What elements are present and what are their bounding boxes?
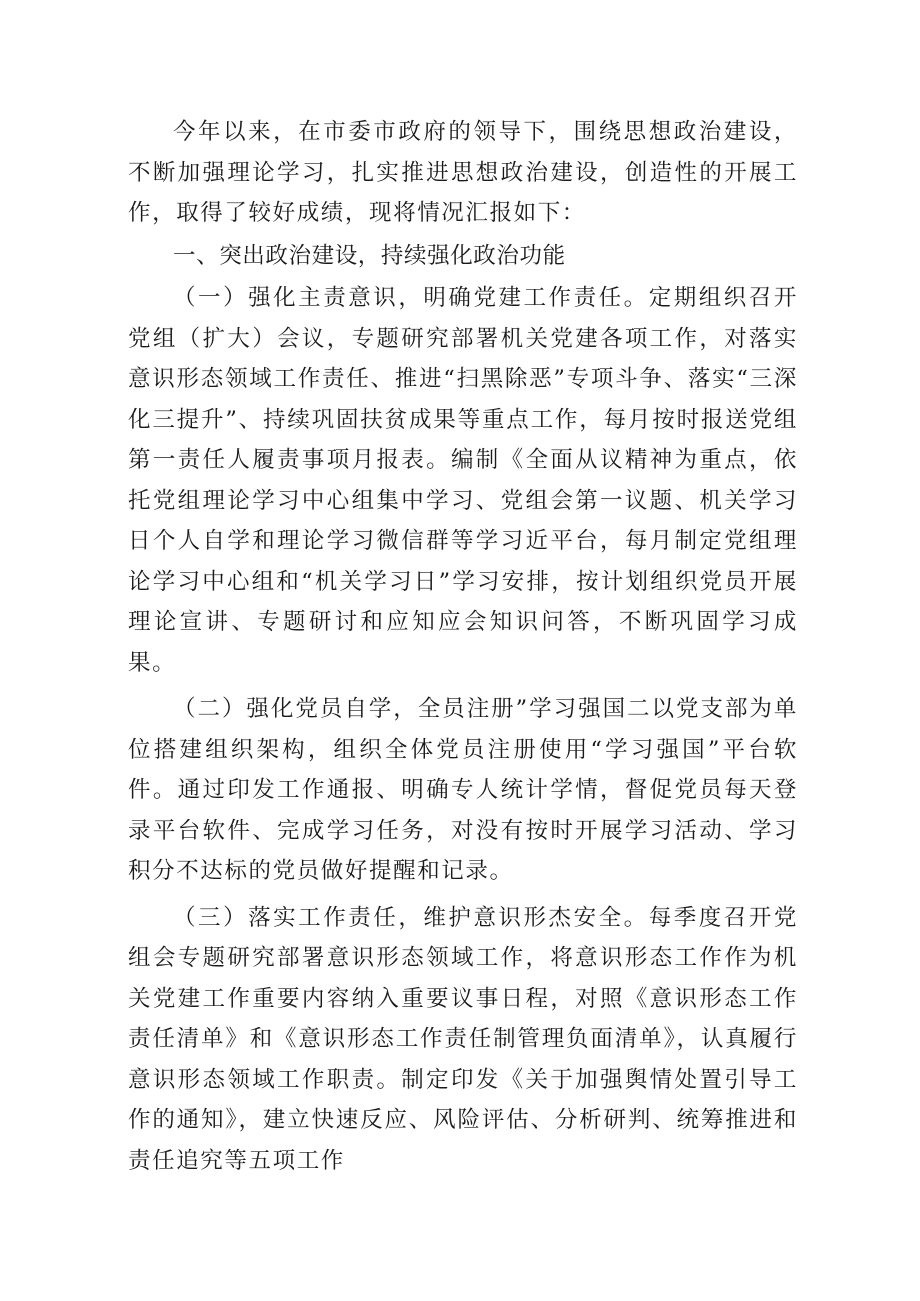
paragraph-2: （二）强化党员自学，全员注册”学习强国二以党支部为单位搭建组织架构，组织全体党员注册使用“学习强国”平台软件。通过印发工作通报、明确专人统计学情，督促党员每天登录平台软件、完成学习任务，对没有按时开展学习活动、学习积分不达标的党员做好提醒和记录。 bbox=[128, 696, 798, 884]
paragraph-3: （三）落实工作责任，维护意识形杰安全。每季度召开党组会专题研究部署意识形态领域工作，将意识形态工作作为机关党建工作重要内容纳入重要议事日程，对照《意识形态工作责任清单》和《意识形态工作责任制管理负面清单》，认真履行意识形态领域工作职责。制定印发《关于加强舆情处置引导工作的通知》，建立快速反应、风险评估、分析研判、统筹推进和责任追究等五项工作 bbox=[128, 904, 798, 1174]
section-heading-1: 一、突出政治建设，持续强化政治功能 bbox=[173, 242, 566, 269]
intro-paragraph: 今年以来，在市委市政府的领导下，围绕思想政治建设，不断加强理论学习，扎实推进思想政治建设，创造性的开展工作，取得了较好成绩，现将情况汇报如下： bbox=[128, 119, 798, 226]
paragraph-1: （一）强化主责意识，明确党建工作责任。定期组织召开党组（扩大）会议，专题研究部署机关党建各项工作，对落实意识形态领域工作责任、推进“扫黑除恶”专项斗争、落实“三深化三提升”、持续巩固扶贫成果等重点工作，每月按时报送党组第一责任人履责事项月报表。编制《全面从议精神为重点，依托党组理论学习中心组集中学习、党组会第一议题、机关学习日个人自学和理论学习微信群等学习近平台，每月制定党组理论学习中心组和“机关学习日”学习安排，按计划组织党员开展理论宣讲、专题研讨和应知应会知识问答，不断巩固学习成果。 bbox=[128, 285, 798, 676]
document-body bbox=[128, 112, 798, 1181]
